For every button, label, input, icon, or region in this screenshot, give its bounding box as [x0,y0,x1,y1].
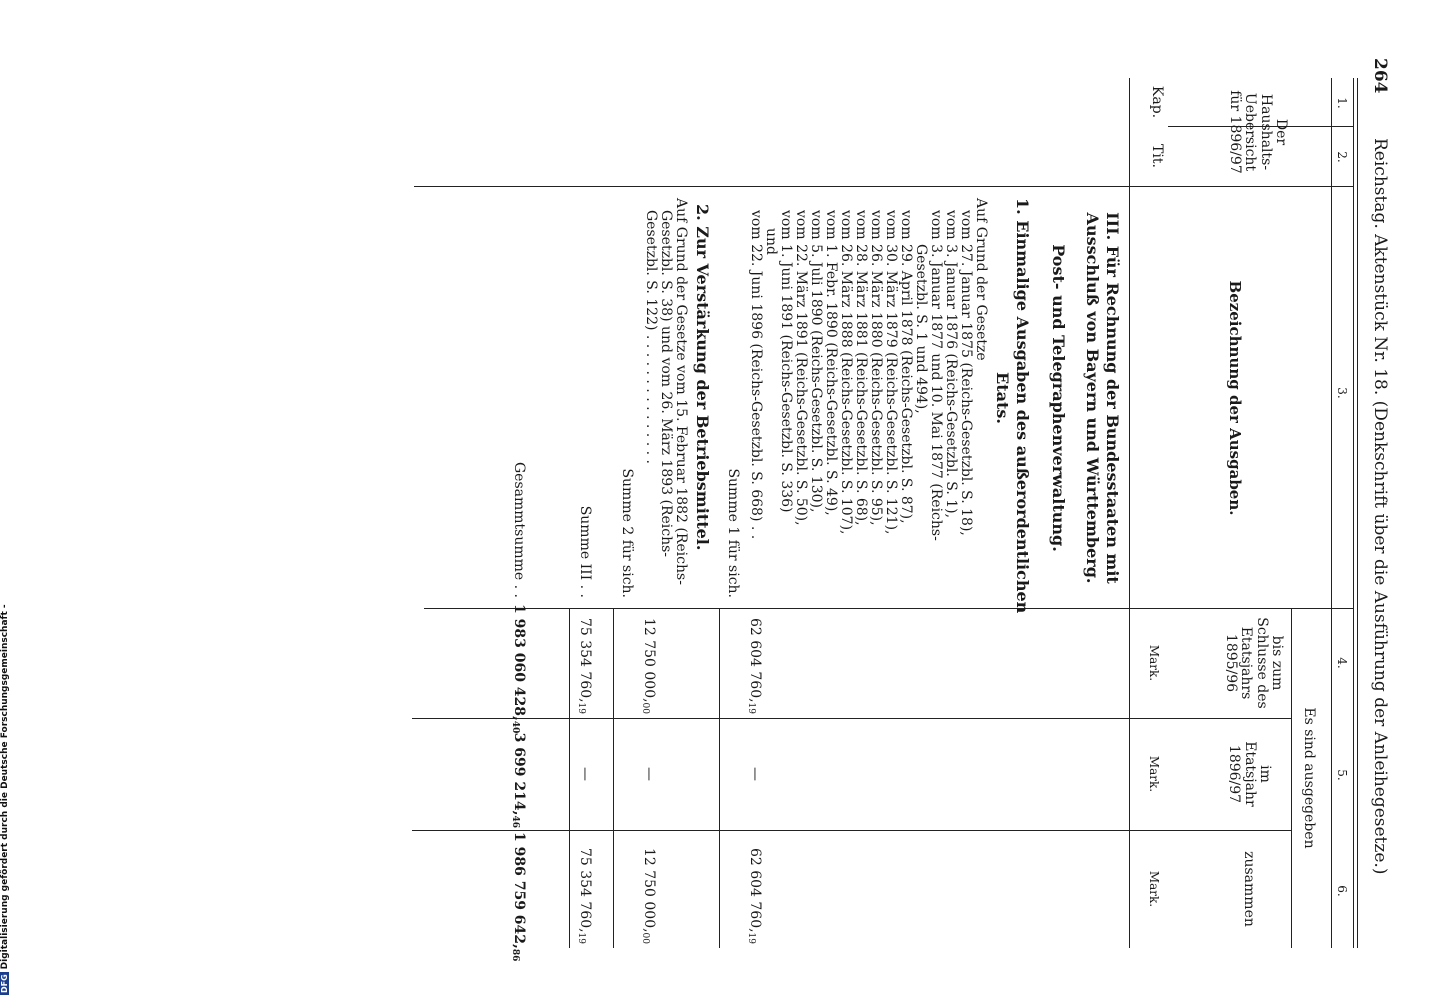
summe3-amount-col6: 75 354 $760,_{19}$ [576,847,593,944]
digitization-credit [0,604,10,995]
part2-title: 2. Zur Verstärkung der Betriebsmittel. [693,204,712,551]
part2-line: Gesetzbl. S. 38) und vom 26. März 1893 (Reichs- [658,210,674,558]
rule-top-2 [1353,78,1354,948]
section-subheading: Post- und Telegraphenverwaltung. [1049,244,1068,552]
col-number-2: 2. [1335,151,1349,163]
part1-amount-col6: 62 604 $760,_{19}$ [746,847,763,944]
running-title: Reichstag. Aktenstück Nr. 18. (Denkschrift über die Ausführung der Anleihegesetze.) [1370,138,1390,875]
part2-line: Auf Grund der Gesetze vom 15. Februar 1882 (Reichs- [673,198,689,585]
gesamtsumme-label: Gesammtsumme . . [511,461,527,598]
rule-colnums [1331,78,1332,948]
law-line: Gesetzbl. S. 1 und 494), [913,244,929,414]
rotated-sheet [340,48,1392,968]
law-line: und [763,228,779,255]
es-sind-ausgegeben-label: Es sind ausgegeben [1301,707,1317,849]
summe2-label: Summe 2 für sich. [619,468,635,598]
col-number-1: 1. [1335,97,1349,109]
summe1-label: Summe 1 für sich. [725,468,741,598]
tit-label: Tit. [1149,144,1165,168]
law-line: vom 5. Juli 1890 (Reichs-Gesetzbl. S. 130), [808,210,824,513]
law-line: vom 1. Febr. 1890 (Reichs-Gesetzbl. S. 49), [823,210,839,516]
part2-amount-col6: 12 750 $000,_{00}$ [640,847,657,944]
summe3-label: Summe III . . [577,505,593,598]
col-number-5: 5. [1335,769,1349,781]
law-line: vom 26. März 1888 (Reichs-Gesetzbl. S. 107), [838,210,854,535]
part2-amount-col4: 12 750 $000,_{00}$ [640,617,657,714]
law-line: vom 1. Juni 1891 (Reichs-Gesetzbl. S. 336) [778,210,794,513]
law-line: Auf Grund der Gesetze [973,198,989,361]
col-divider-3 [424,608,1354,609]
col-number-6: 6. [1335,885,1349,897]
col-number-3: 3. [1335,387,1349,399]
haushalts-uebersicht-label: Der Haushalts- Uebersicht für 1896/97 [1226,90,1289,174]
part1-title-1: 1. Einmalige Ausgaben des außerordentlichen [1013,198,1032,614]
col4-unit: Mark. [1147,644,1161,682]
rule-header-bottom [1129,78,1130,948]
col5-unit: Mark. [1147,755,1161,793]
gesamtsumme-amount-col5: 3 699 $214,_{46}$ [510,732,527,828]
rule-summe2 [613,608,614,948]
col4-header: bis zum Schlusse des Etatsjahrs 1895/96 [1222,617,1285,709]
summe3-amount-col4: 75 354 $760,_{19}$ [576,617,593,714]
law-line: vom 3. Januar 1876 (Reichs-Gesetzbl. S. 1), [943,210,959,519]
section-heading-2: Ausschluß von Bayern und Württemberg. [1083,212,1102,584]
section-heading-1: III. Für Rechnung der Bundesstaaten mit [1103,212,1122,584]
rule-summe3 [569,608,570,948]
summe3-amount-col5: — [577,767,593,781]
credit-text: Digitalisierung gefördert durch die Deutsche Forschungsgemeinschaft - [0,604,10,970]
law-line: vom 30. März 1879 (Reichs-Gesetzbl. S. 121), [883,210,899,535]
col-divider-5 [412,830,1292,831]
page-number: 264 [1370,58,1390,94]
rule-summe1 [719,608,720,948]
part1-title-2: Etats. [993,372,1012,424]
law-line: vom 3. Januar 1877 und 10. Mai 1877 (Reichs- [928,210,944,541]
dfg-logo: DFG [0,974,9,993]
gesamtsumme-amount-col6: 1 986 759 $642,_{86}$ [510,832,527,962]
col-number-4: 4. [1335,657,1349,669]
law-line: vom 27. Januar 1875 (Reichs-Gesetzbl. S. 18), [958,210,974,536]
law-line: vom 28. März 1881 (Reichs-Gesetzbl. S. 68), [853,210,869,526]
col6-unit: Mark. [1147,870,1161,908]
gesamtsumme-amount-col4: 1 983 060 $428,_{40}$ [510,604,527,734]
part1-amount-col5: — [747,767,763,781]
law-line: vom 29. April 1878 (Reichs-Gesetzbl. S. 87), [898,210,914,524]
law-line: vom 22. März 1891 (Reichs-Gesetzbl. S. 50), [793,210,809,526]
law-line: vom 26. März 1880 (Reichs-Gesetzbl. S. 95), [868,210,884,526]
part2-amount-col5: — [641,767,657,781]
col-divider-2 [414,186,1354,187]
bezeichnung-label: Bezeichnung der Ausgaben. [1226,280,1244,516]
col5-header: im Etatsjahr 1896/97 [1226,741,1273,807]
col-divider-4 [412,718,1292,719]
part2-line: Gesetzbl. S. 122) . . . . . . . . . . . . . . . [643,210,659,464]
kap-label: Kap. [1149,85,1165,119]
part1-amount-col4: 62 604 $760,_{19}$ [746,617,763,714]
col6-header: zusammen [1241,851,1257,927]
rule-top [1357,78,1358,948]
law-line: vom 22. Juni 1896 (Reichs-Gesetzbl. S. 668) . . [748,210,764,540]
rule-ausgegeben [1291,608,1292,948]
